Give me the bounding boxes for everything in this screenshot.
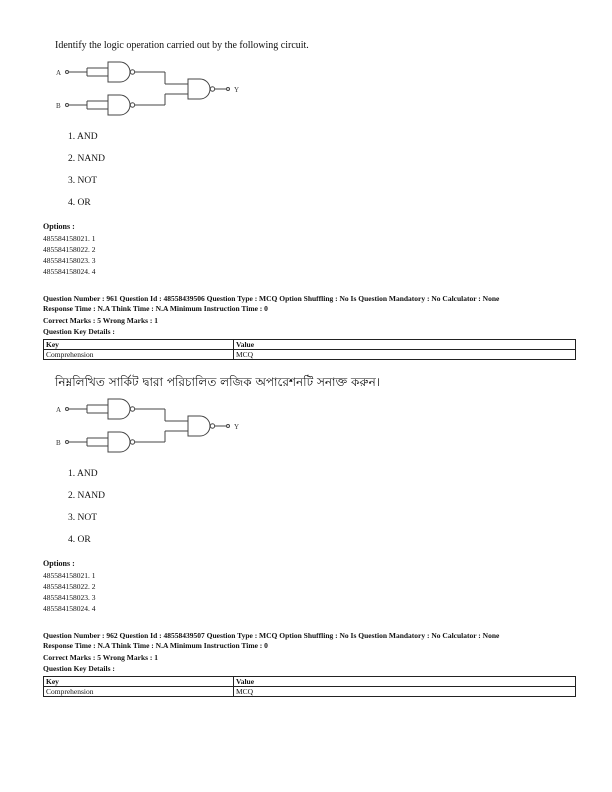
answer-choice: 3. NOT: [68, 513, 98, 523]
key-details-heading: Question Key Details :: [43, 327, 115, 336]
input-b-label: B: [56, 439, 61, 447]
output-y-label: Y: [234, 423, 240, 431]
option-id: 485584158023. 3: [43, 256, 96, 265]
logic-circuit-diagram: [40, 397, 260, 462]
output-y-label: Y: [234, 86, 240, 94]
table-header-row: [44, 677, 576, 687]
option-id: 485584158021. 1: [43, 234, 96, 243]
answer-choice: 2. NAND: [68, 154, 105, 164]
table-cell-value: MCQ: [234, 687, 576, 697]
option-id: 485584158024. 4: [43, 604, 96, 613]
table-cell-value: MCQ: [234, 350, 576, 360]
answer-choice: 1. AND: [68, 469, 98, 479]
answer-choice: 3. NOT: [68, 176, 98, 186]
table-row: [44, 350, 576, 360]
answer-choice: 1. AND: [68, 132, 98, 142]
question-key-table: [43, 676, 576, 697]
table-header-value: Value: [234, 677, 576, 687]
table-cell-key: Comprehension: [44, 350, 234, 360]
options-heading: Options :: [43, 222, 75, 231]
option-id: 485584158022. 2: [43, 245, 96, 254]
table-row: [44, 687, 576, 697]
table-header-key: Key: [44, 677, 234, 687]
table-cell-key: Comprehension: [44, 687, 234, 697]
marks-line: Correct Marks : 5 Wrong Marks : 1: [43, 653, 159, 662]
question-meta-line: Question Number : 962 Question Id : 48558439507 Question Type : MCQ Option Shuffling : No Is Question Mandatory : No Calculator : None: [43, 631, 500, 640]
question-key-table: [43, 339, 576, 360]
options-heading: Options :: [43, 559, 75, 568]
answer-choice: 4. OR: [68, 535, 91, 545]
option-id: 485584158021. 1: [43, 571, 96, 580]
table-header-value: Value: [234, 340, 576, 350]
question-text: Identify the logic operation carried out by the following circuit.: [55, 40, 309, 51]
input-b-label: B: [56, 102, 61, 110]
key-details-heading: Question Key Details :: [43, 664, 115, 673]
response-time-line: Response Time : N.A Think Time : N.A Minimum Instruction Time : 0: [43, 641, 268, 650]
answer-choice: 2. NAND: [68, 491, 105, 501]
input-a-label: A: [56, 69, 62, 77]
input-a-label: A: [56, 406, 62, 414]
option-id: 485584158022. 2: [43, 582, 96, 591]
question-meta-line: Question Number : 961 Question Id : 48558439506 Question Type : MCQ Option Shuffling : No Is Question Mandatory : No Calculator : None: [43, 294, 500, 303]
table-header-row: [44, 340, 576, 350]
table-header-key: Key: [44, 340, 234, 350]
logic-circuit-diagram: [40, 60, 260, 125]
response-time-line: Response Time : N.A Think Time : N.A Minimum Instruction Time : 0: [43, 304, 268, 313]
option-id: 485584158024. 4: [43, 267, 96, 276]
answer-choice: 4. OR: [68, 198, 91, 208]
question-text-bengali: নিম্নলিখিত সার্কিট দ্বারা পরিচালিত লজিক অপারেশনটি সনাক্ত করুন।: [55, 375, 381, 389]
option-id: 485584158023. 3: [43, 593, 96, 602]
marks-line: Correct Marks : 5 Wrong Marks : 1: [43, 316, 159, 325]
